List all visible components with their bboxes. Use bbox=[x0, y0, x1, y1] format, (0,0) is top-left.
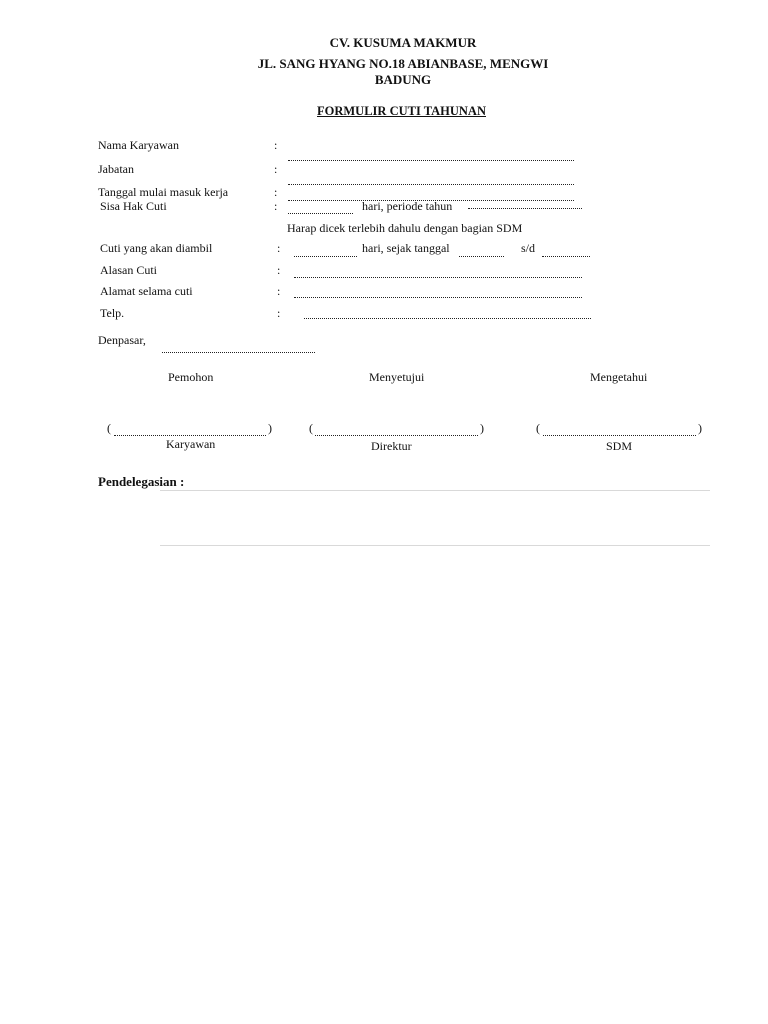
label-alamat-cuti: Alamat selama cuti bbox=[100, 284, 193, 298]
label-cuti-diambil: Cuti yang akan diambil bbox=[100, 241, 213, 255]
colon: : bbox=[277, 263, 281, 277]
colon: : bbox=[277, 306, 281, 320]
company-name: CV. KUSUMA MAKMUR bbox=[329, 35, 477, 50]
tanggal-selesai-line[interactable] bbox=[542, 256, 590, 257]
colon: : bbox=[274, 185, 278, 199]
company-address-line1: JL. SANG HYANG NO.18 ABIANBASE, MENGWI bbox=[257, 56, 549, 71]
periode-tahun-line[interactable] bbox=[468, 208, 582, 209]
label-telp: Telp. bbox=[100, 306, 125, 320]
date-line[interactable] bbox=[162, 352, 315, 353]
paren-open: ( bbox=[309, 421, 313, 435]
label-alasan-cuti: Alasan Cuti bbox=[100, 263, 157, 277]
jumlah-hari-line[interactable] bbox=[294, 256, 357, 257]
nama-karyawan-line[interactable] bbox=[288, 160, 574, 161]
colon: : bbox=[274, 199, 278, 213]
label-hari-sejak: hari, sejak tanggal bbox=[362, 241, 450, 255]
delegation-line-1[interactable] bbox=[160, 490, 710, 491]
delegation-label: Pendelegasian : bbox=[98, 474, 185, 489]
sig-heading-pemohon: Pemohon bbox=[168, 370, 214, 384]
alasan-cuti-line[interactable] bbox=[294, 277, 582, 278]
delegation-line-2[interactable] bbox=[160, 545, 710, 546]
signature-direktur-line[interactable] bbox=[315, 435, 478, 436]
colon: : bbox=[274, 138, 278, 152]
label-sd: s/d bbox=[521, 241, 536, 255]
paren-open: ( bbox=[536, 421, 540, 435]
sig-heading-mengetahui: Mengetahui bbox=[590, 370, 648, 384]
note-check-sdm: Harap dicek terlebih dahulu dengan bagian SDM bbox=[287, 221, 523, 235]
place-denpasar: Denpasar, bbox=[98, 333, 146, 347]
jabatan-line[interactable] bbox=[288, 184, 574, 185]
company-address-line2: BADUNG bbox=[374, 72, 432, 87]
sig-label-karyawan: Karyawan bbox=[166, 437, 216, 451]
label-hari-periode: hari, periode tahun bbox=[362, 199, 453, 213]
alamat-cuti-line[interactable] bbox=[294, 297, 582, 298]
label-sisa-hak-cuti: Sisa Hak Cuti bbox=[100, 199, 167, 213]
paren-close: ) bbox=[698, 421, 702, 435]
colon: : bbox=[277, 284, 281, 298]
paren-open: ( bbox=[107, 421, 111, 435]
form-title: FORMULIR CUTI TAHUNAN bbox=[317, 104, 486, 118]
label-nama-karyawan: Nama Karyawan bbox=[98, 138, 179, 152]
sig-heading-menyetujui: Menyetujui bbox=[369, 370, 425, 384]
tanggal-mulai-line[interactable] bbox=[459, 256, 504, 257]
colon: : bbox=[274, 162, 278, 176]
label-jabatan: Jabatan bbox=[98, 162, 134, 176]
label-tanggal-masuk: Tanggal mulai masuk kerja bbox=[98, 185, 229, 199]
sig-label-sdm: SDM bbox=[606, 439, 633, 453]
paren-close: ) bbox=[268, 421, 272, 435]
signature-sdm-line[interactable] bbox=[543, 435, 696, 436]
colon: : bbox=[277, 241, 281, 255]
sisa-hak-cuti-line[interactable] bbox=[288, 213, 353, 214]
signature-karyawan-line[interactable] bbox=[114, 435, 266, 436]
sig-label-direktur: Direktur bbox=[371, 439, 412, 453]
paren-close: ) bbox=[480, 421, 484, 435]
telp-line[interactable] bbox=[304, 318, 591, 319]
